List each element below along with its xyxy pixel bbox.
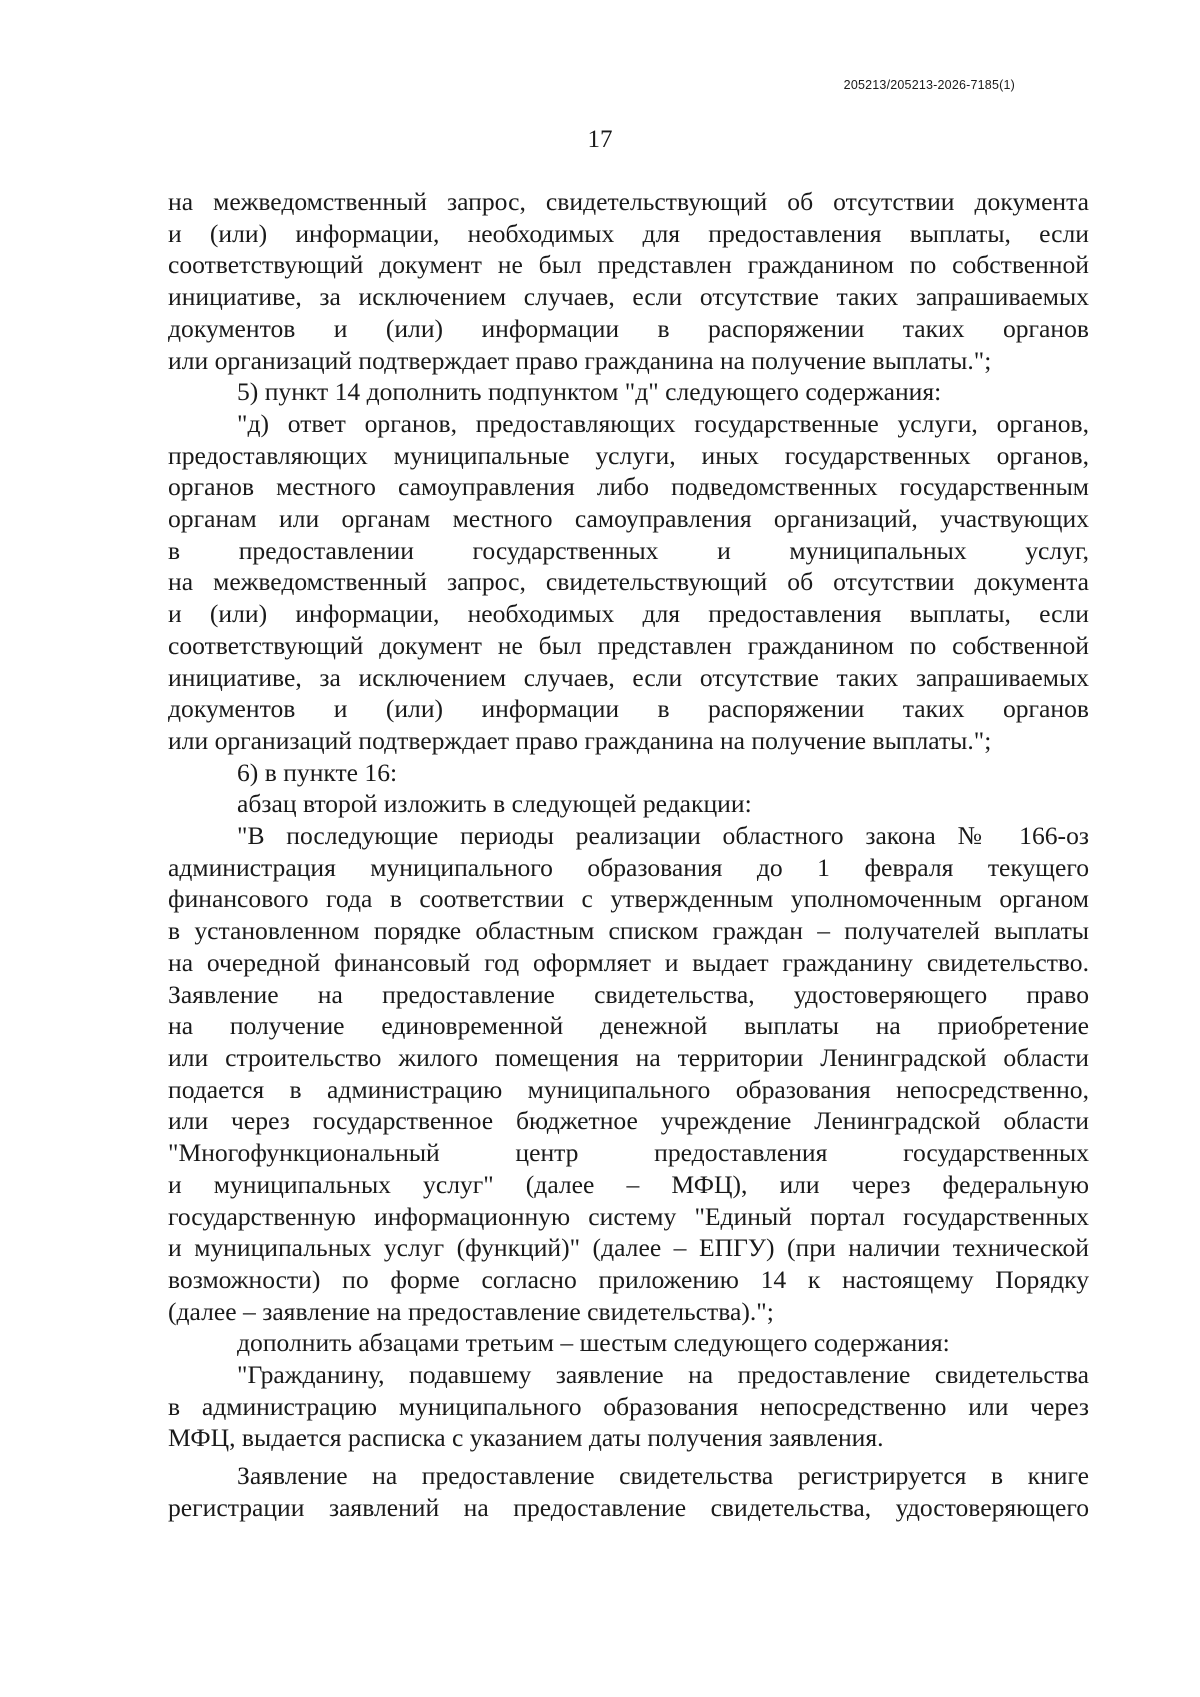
text-line: дополнить абзацами третьим – шестым следующего содержания: bbox=[237, 1328, 950, 1358]
text-line: и (или) информации, необходимых для предоставления выплаты, если bbox=[168, 218, 1089, 248]
text-line: или организаций подтверждает право гражданина на получение выплаты."; bbox=[168, 725, 992, 755]
text-line: регистрации заявлений на предоставление свидетельства, удостоверяющего bbox=[168, 1492, 1089, 1522]
text-line: документов и (или) информации в распоряжении таких органов bbox=[168, 694, 1089, 724]
text-line: 6) в пункте 16: bbox=[237, 757, 398, 787]
page-number: 17 bbox=[587, 126, 613, 153]
text-line: и муниципальных услуг" (далее – МФЦ), или через федеральную bbox=[168, 1169, 1089, 1199]
text-line: инициативе, за исключением случаев, если отсутствие таких запрашиваемых bbox=[168, 282, 1089, 312]
text-line: финансового года в соответствии с утвержденным уполномоченным органом bbox=[168, 884, 1089, 914]
text-line: на получение единовременной денежной выплаты на приобретение bbox=[168, 1011, 1089, 1041]
text-line: (далее – заявление на предоставление свидетельства)."; bbox=[168, 1296, 774, 1326]
text-line: администрация муниципального образования до 1 февраля текущего bbox=[168, 852, 1089, 882]
text-line: подается в администрацию муниципального образования непосредственно, bbox=[168, 1074, 1089, 1104]
text-line: или через государственное бюджетное учреждение Ленинградской области bbox=[168, 1106, 1089, 1136]
text-line: "Многофункциональный центр предоставления государственных bbox=[168, 1138, 1089, 1168]
text-line: в предоставлении государственных и муниципальных услуг, bbox=[168, 535, 1089, 565]
text-line: и (или) информации, необходимых для предоставления выплаты, если bbox=[168, 599, 1089, 629]
text-line: документов и (или) информации в распоряжении таких органов bbox=[168, 313, 1089, 343]
text-line: предоставляющих муниципальные услуги, иных государственных органов, bbox=[168, 440, 1089, 470]
document-id: 205213/205213-2026-7185(1) bbox=[843, 78, 1015, 92]
text-line: в администрацию муниципального образования непосредственно или через bbox=[168, 1391, 1089, 1421]
text-line: органов местного самоуправления либо подведомственных государственным bbox=[168, 472, 1089, 502]
text-line: в установленном порядке областным списком граждан – получателей выплаты bbox=[168, 916, 1089, 946]
text-line: возможности) по форме согласно приложению 14 к настоящему Порядку bbox=[168, 1264, 1089, 1294]
text-line: соответствующий документ не был представлен гражданином по собственной bbox=[168, 630, 1089, 660]
text-line: инициативе, за исключением случаев, если отсутствие таких запрашиваемых bbox=[168, 662, 1089, 692]
text-line: Заявление на предоставление свидетельства регистрируется в книге bbox=[237, 1461, 1089, 1491]
text-line: на межведомственный запрос, свидетельствующий об отсутствии документа bbox=[168, 187, 1089, 216]
text-line: и муниципальных услуг (функций)" (далее – ЕПГУ) (при наличии технической bbox=[168, 1233, 1089, 1263]
text-line: "В последующие периоды реализации областного закона № 166-оз bbox=[237, 821, 1089, 851]
text-line: или организаций подтверждает право гражданина на получение выплаты."; bbox=[168, 345, 992, 375]
text-line: Заявление на предоставление свидетельства, удостоверяющего право bbox=[168, 979, 1089, 1009]
text-line: на очередной финансовый год оформляет и выдает гражданину свидетельство. bbox=[168, 947, 1089, 977]
text-line: соответствующий документ не был представлен гражданином по собственной bbox=[168, 250, 1089, 280]
text-line: МФЦ, выдается расписка с указанием даты получения заявления. bbox=[168, 1423, 884, 1453]
text-line: абзац второй изложить в следующей редакции: bbox=[237, 789, 752, 819]
text-line: "Гражданину, подавшему заявление на предоставление свидетельства bbox=[237, 1360, 1089, 1390]
text-line: 5) пункт 14 дополнить подпунктом "д" следующего содержания: bbox=[237, 377, 942, 407]
text-line: "д) ответ органов, предоставляющих государственные услуги, органов, bbox=[237, 408, 1089, 438]
text-line: государственную информационную систему "Единый портал государственных bbox=[168, 1201, 1089, 1231]
text-line: или строительство жилого помещения на территории Ленинградской области bbox=[168, 1042, 1089, 1072]
document-body bbox=[168, 186, 1089, 1524]
text-line: органам или органам местного самоуправления организаций, участвующих bbox=[168, 504, 1089, 534]
text-line: на межведомственный запрос, свидетельствующий об отсутствии документа bbox=[168, 567, 1089, 597]
